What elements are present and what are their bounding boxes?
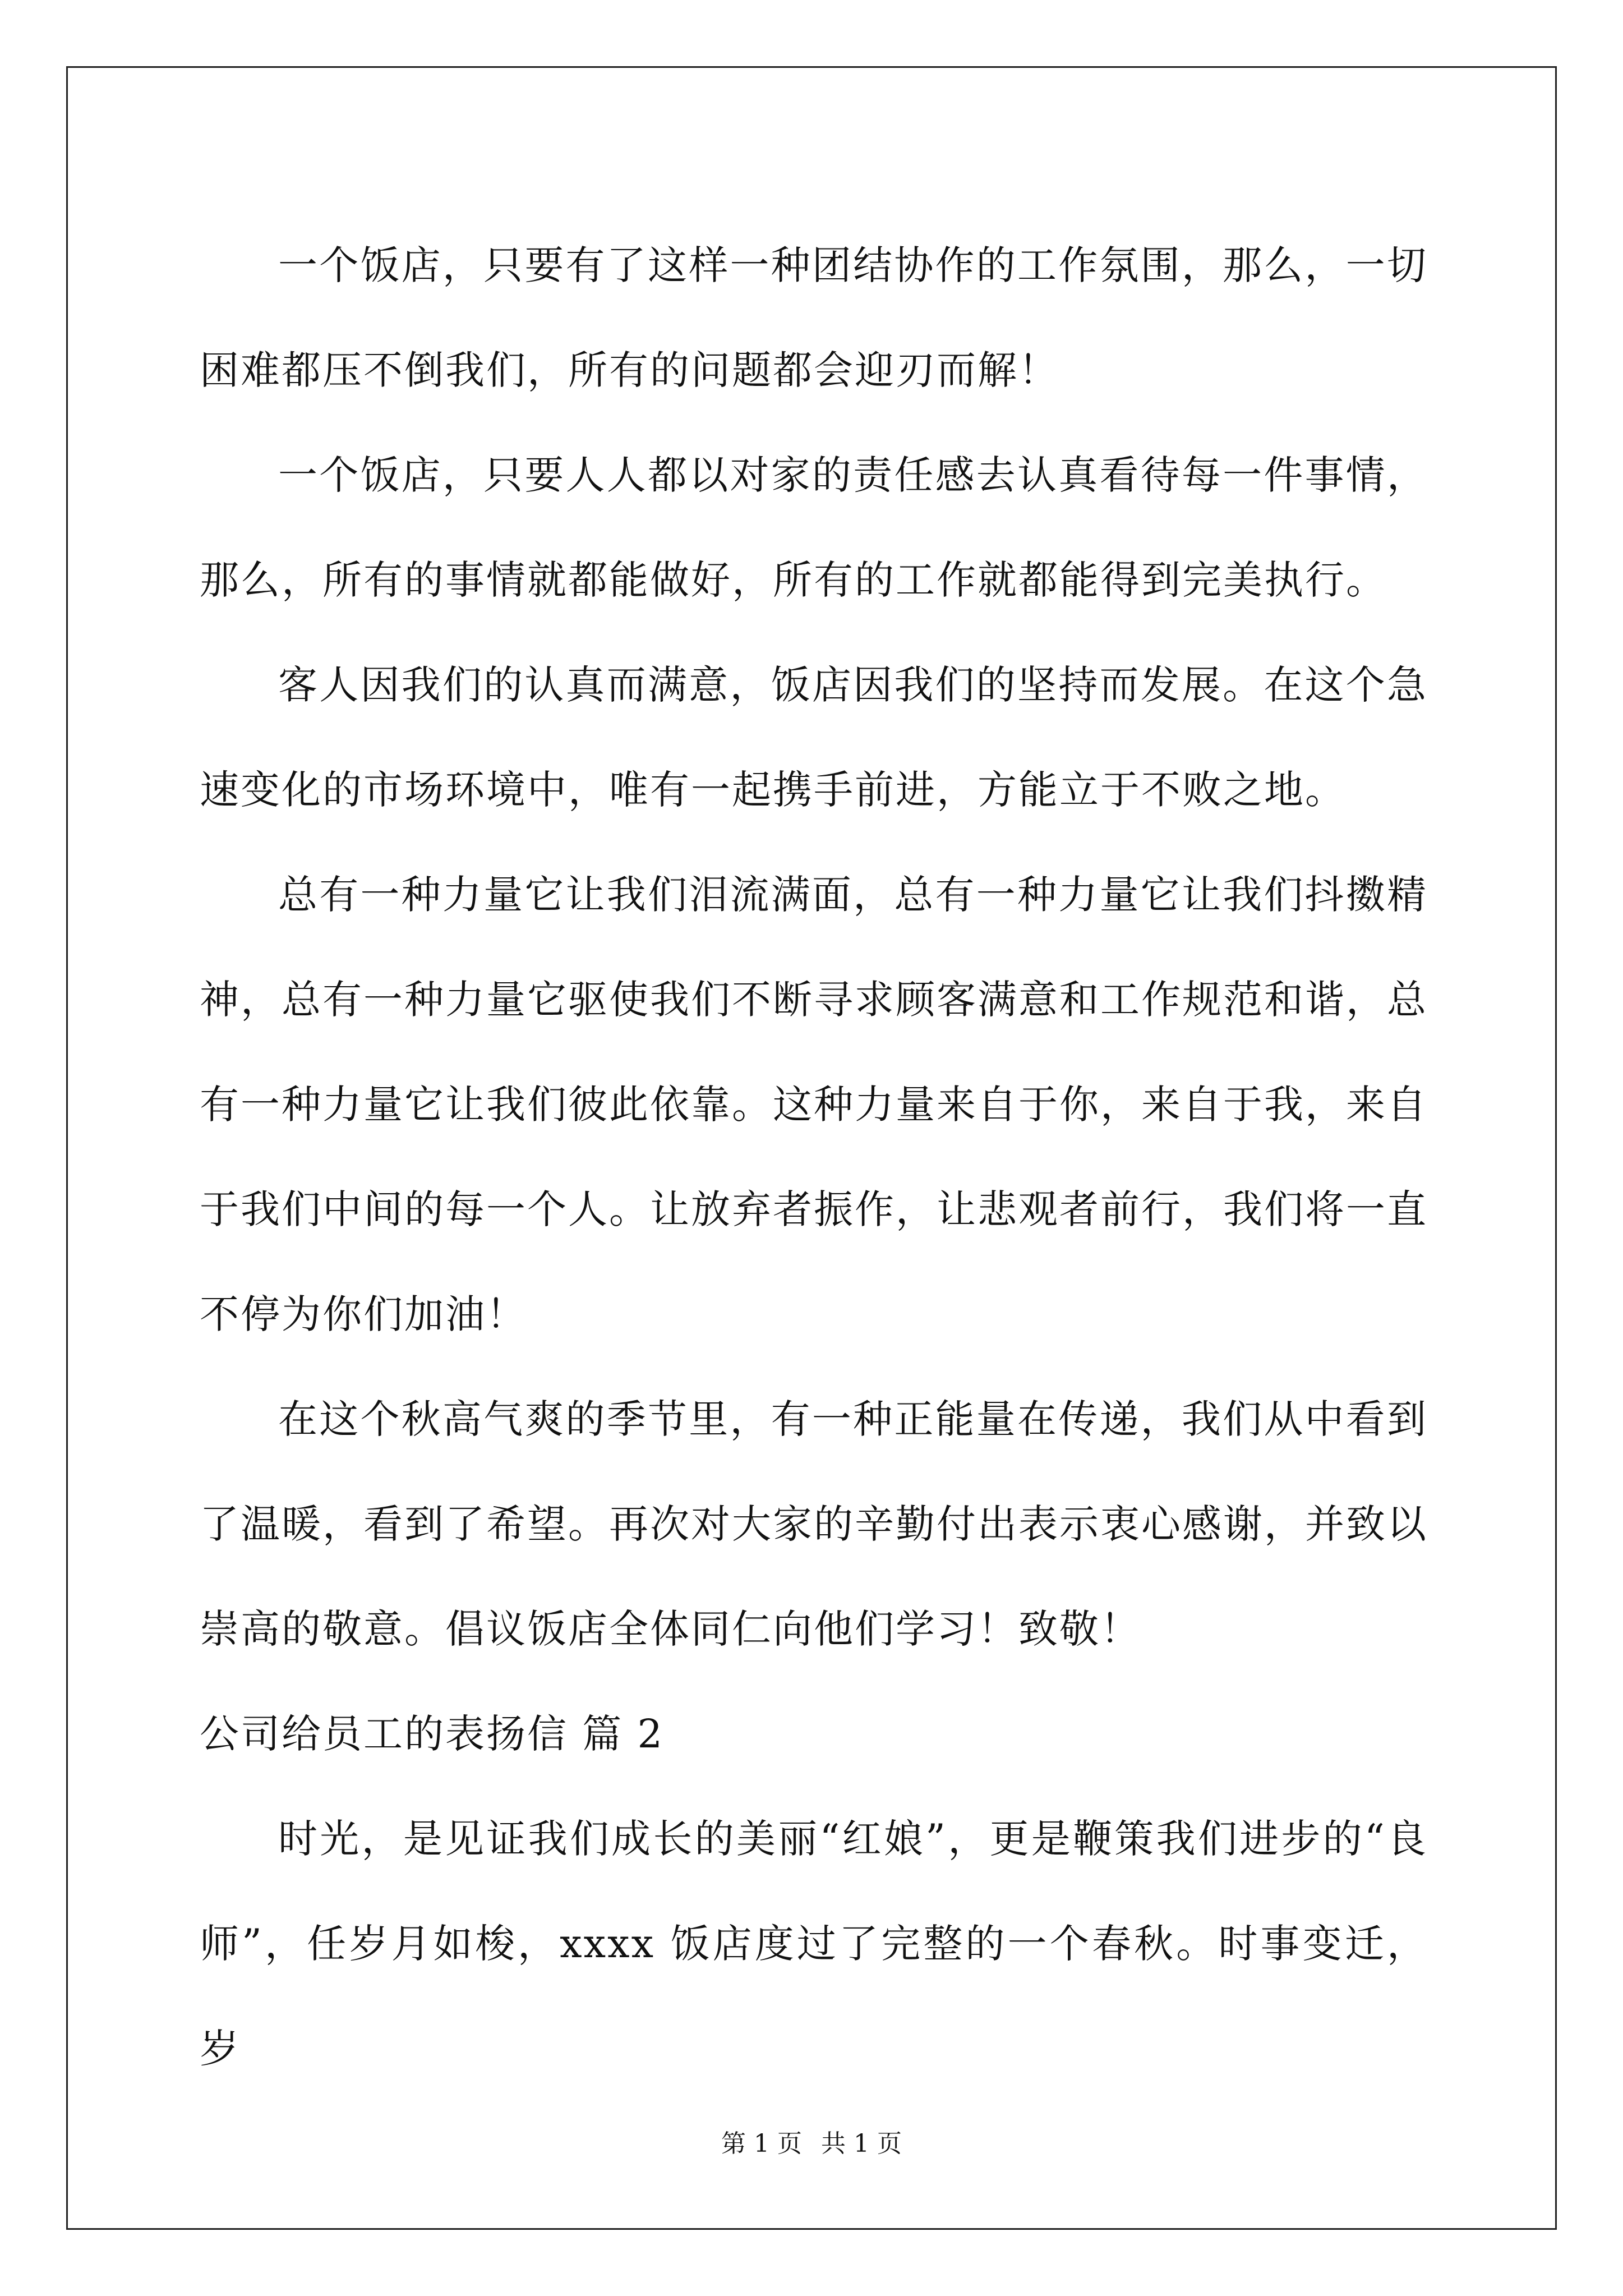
paragraph-1: 一个饭店，只要有了这样一种团结协作的工作氛围，那么，一切困难都压不倒我们，所有的问题都会迎刃而解！ [200,242,1428,393]
paragraph-3: 客人因我们的认真而满意，饭店因我们的坚持而发展。在这个急速变化的市场环境中，唯有一起携手前进，方能立于不败之地。 [200,662,1428,813]
paragraph-4: 总有一种力量它让我们泪流满面，总有一种力量它让我们抖擞精神，总有一种力量它驱使我们不断寻求顾客满意和工作规范和谐，总有一种力量它让我们彼此依靠。这种力量来自于你，来自于我，来自于我们中间的每一个人。让放弃者振作，让悲观者前行，我们将一直不停为你们加油！ [200,872,1428,1337]
paragraph-6: 时光，是见证我们成长的美丽“红娘”，更是鞭策我们进步的“良师”，任岁月如梭，xxxx 饭店度过了完整的一个春秋。时事变迁，岁 [200,1816,1428,2072]
paragraph-5: 在这个秋高气爽的季节里，有一种正能量在传递，我们从中看到了温暖，看到了希望。再次对大家的辛勤付出表示衷心感谢，并致以崇高的敬意。倡议饭店全体同仁向他们学习！致敬！ [200,1396,1428,1652]
page-number: 第 1 页 [721,2129,802,2158]
document-body [200,213,1428,2101]
page-footer [0,2123,1623,2159]
section-heading: 公司给员工的表扬信 篇 2 [200,1711,665,1757]
page-total: 共 1 页 [821,2129,902,2158]
paragraph-2: 一个饭店，只要人人都以对家的责任感去认真看待每一件事情，那么，所有的事情就都能做好，所有的工作就都能得到完美执行。 [200,452,1428,603]
